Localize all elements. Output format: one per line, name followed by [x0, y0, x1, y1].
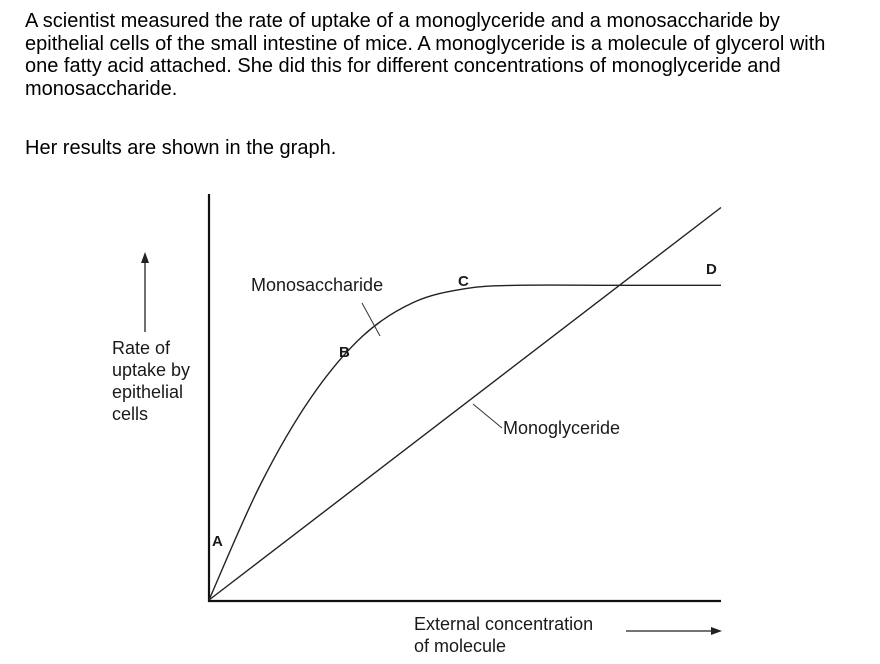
- y-axis-label-line: uptake by: [112, 360, 191, 380]
- y-axis-label-line: epithelial: [112, 382, 184, 402]
- x-axis-label-line: of molecule: [414, 636, 507, 656]
- monosaccharide-curve: [209, 285, 721, 600]
- monoglyceride-line: [209, 208, 721, 601]
- monosaccharide-leader: [362, 303, 380, 336]
- question-intro: A scientist measured the rate of uptake of a monoglyceride and a monosaccharide by epithelial cells of the small intestine of mice. A monoglyceride is a molecule of glycerol with one fatty acid attached. She did this for different concentrations of monoglyceride and monosaccharide.: [25, 10, 826, 100]
- y-axis-label: [112, 338, 195, 424]
- point-label-d: D: [706, 261, 717, 278]
- point-label-c: C: [458, 273, 469, 290]
- series-label-monoglyceride: Monoglyceride: [503, 418, 621, 438]
- series-label-monosaccharide: Monosaccharide: [251, 275, 384, 295]
- x-axis-label-line: External concentration: [414, 614, 594, 634]
- y-axis-label-line: cells: [112, 404, 149, 424]
- monoglyceride-leader: [473, 404, 502, 428]
- point-label-b: B: [339, 344, 350, 361]
- x-axis-label: [414, 614, 598, 656]
- x-arrow-head: [711, 627, 722, 635]
- y-axis-label-line: Rate of: [112, 338, 171, 358]
- y-arrow-head: [141, 252, 149, 263]
- point-label-a: A: [212, 533, 223, 550]
- results-line: Her results are shown in the graph.: [25, 137, 337, 159]
